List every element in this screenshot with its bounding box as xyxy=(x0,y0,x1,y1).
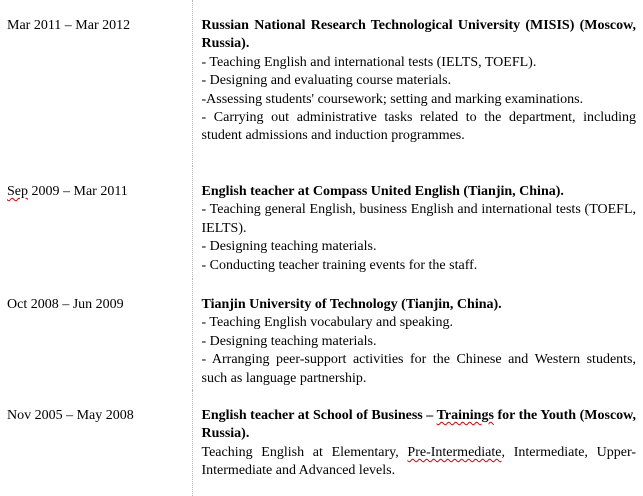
experience-dates: Nov 2005 – May 2008 xyxy=(7,408,134,423)
experience-duty: - Designing and evaluating course materials. xyxy=(201,73,452,89)
experience-description xyxy=(192,279,643,390)
experience-duty xyxy=(202,444,637,481)
experience-duty: - Designing teaching materials. xyxy=(201,239,377,255)
experience-duty: - Teaching English and international tests (IELTS, TOEFL). xyxy=(201,54,537,70)
experience-title: Tianjin University of Technology (Tianjin, China). xyxy=(201,297,502,312)
experience-duty: - Conducting teacher training events for the staff. xyxy=(201,257,478,273)
spellcheck-underlined-word: Sep xyxy=(7,184,28,199)
experience-title: Russian National Research Technological University (MISIS) (Moscow, Russia). xyxy=(201,18,636,52)
experience-duty: - Designing teaching materials. xyxy=(201,333,377,349)
spellcheck-underlined-word: Trainings xyxy=(436,408,494,423)
spellcheck-underlined-word: Pre-Intermediate xyxy=(407,444,502,460)
experience-dates: Oct 2008 – Jun 2009 xyxy=(7,297,124,312)
experience-description xyxy=(192,390,643,496)
experience-description xyxy=(192,0,643,166)
experience-duty: - Carrying out administrative tasks related to the department, including student admissions and induction programmes. xyxy=(201,110,636,144)
experience-duty: - Arranging peer-support activities for the Chinese and Western students, such as language partnership. xyxy=(201,352,636,386)
experience-title-part: for the Youth (Moscow, Russia). xyxy=(201,408,637,442)
experience-duty-part: Teaching English at Elementary, xyxy=(201,444,408,460)
experience-dates: Mar 2011 – Mar 2012 xyxy=(7,18,131,33)
experience-dates-rest: 2009 – Mar 2011 xyxy=(28,184,128,199)
experience-dates xyxy=(0,166,192,279)
experience-duty: -Assessing students' coursework; setting and marking examinations. xyxy=(201,91,584,107)
experience-row xyxy=(0,390,643,496)
experience-row xyxy=(0,166,643,279)
experience-duty: - Teaching general English, business English and international tests (TOEFL, IELTS). xyxy=(201,202,636,236)
experience-title: English teacher at Compass United English (Tianjin, China). xyxy=(201,184,564,199)
experience-duty: - Teaching English vocabulary and speaking. xyxy=(201,315,453,331)
experience-title xyxy=(202,407,637,444)
experience-description xyxy=(192,166,643,279)
experience-row xyxy=(0,0,643,166)
experience-title-part: English teacher at School of Business – xyxy=(201,408,437,423)
experience-duty-part: , Intermediate, Upper-Intermediate and Advanced levels. xyxy=(201,444,636,479)
experience-row xyxy=(0,279,643,390)
